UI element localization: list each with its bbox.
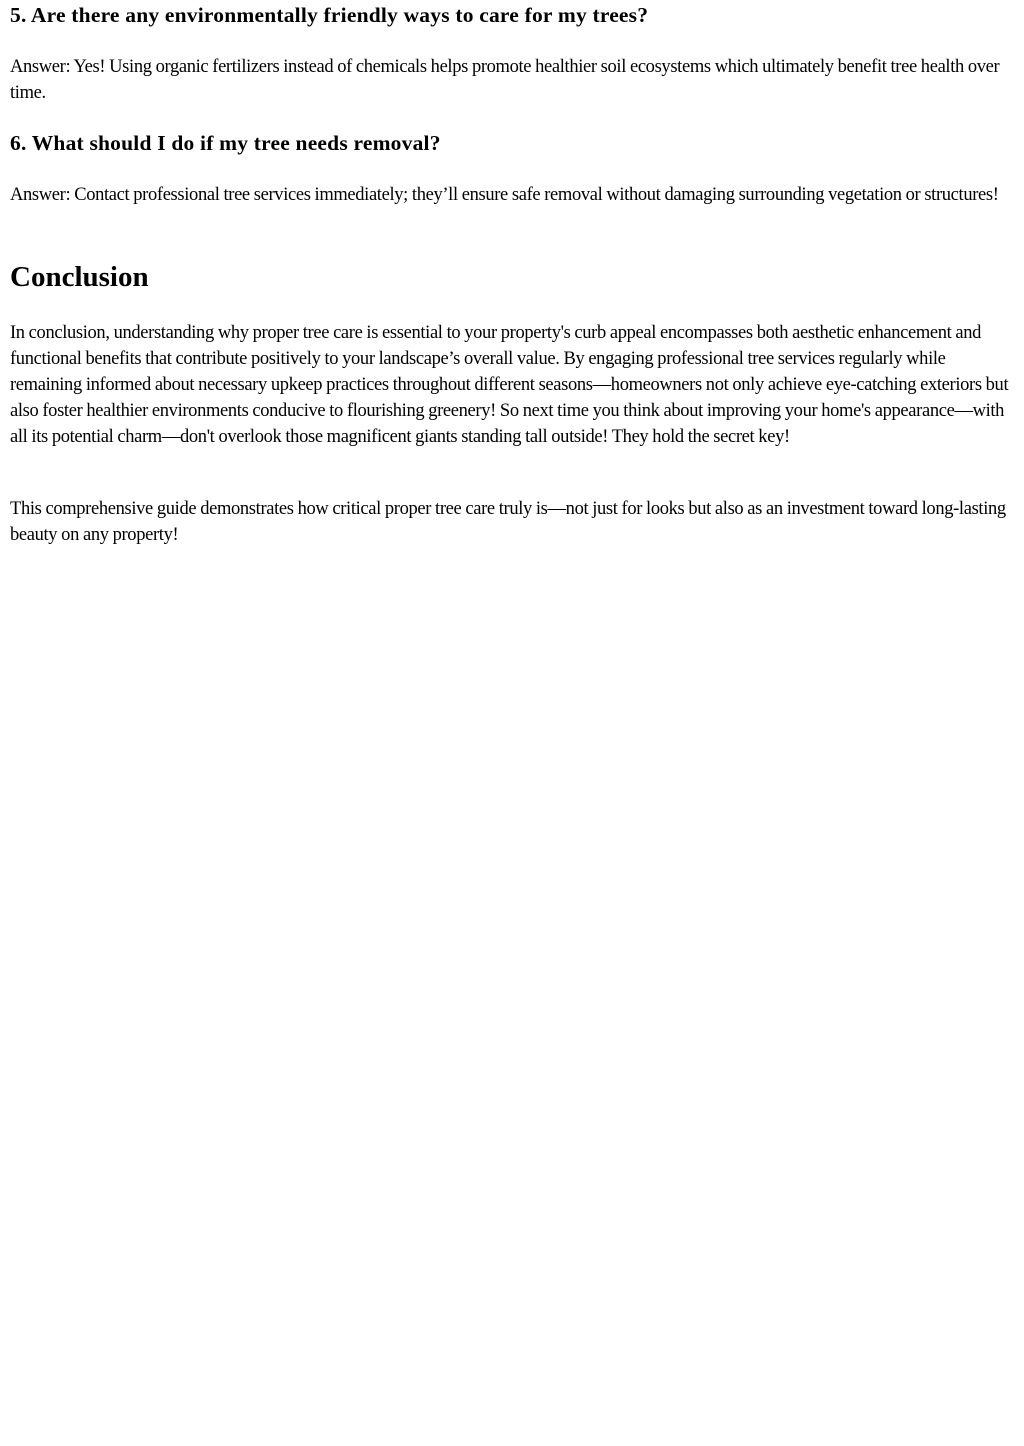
- faq-answer-6: Answer: Contact professional tree services immediately; they’ll ensure safe removal without damaging surrounding vegetation or structures!: [10, 185, 999, 205]
- conclusion-paragraph-2: This comprehensive guide demonstrates how critical proper tree care truly is—not just for looks but also as an investment toward long-lasting beauty on any property!: [10, 499, 1006, 545]
- faq-question-6-heading: 6. What should I do if my tree needs removal?: [10, 131, 441, 155]
- faq-question-5-heading: 5. Are there any environmentally friendly ways to care for my trees?: [10, 3, 649, 27]
- faq-answer-5: Answer: Yes! Using organic fertilizers instead of chemicals helps promote healthier soil ecosystems which ultimately benefit tree health over time.: [10, 57, 1000, 103]
- conclusion-heading: Conclusion: [10, 261, 149, 293]
- conclusion-paragraph-1: In conclusion, understanding why proper tree care is essential to your property's curb appeal encompasses both aesthetic enhancement and functional benefits that contribute positively to your landscape’s overall value. By engaging professional tree services regularly while remaining informed about necessary upkeep practices throughout different seasons—homeowners not only achieve eye-catching exteriors but also foster healthier environments conducive to flourishing greenery! So next time you think about improving your home's appearance—with all its potential charm—don't overlook those magnificent giants standing tall outside! They hold the secret key!: [10, 323, 1009, 447]
